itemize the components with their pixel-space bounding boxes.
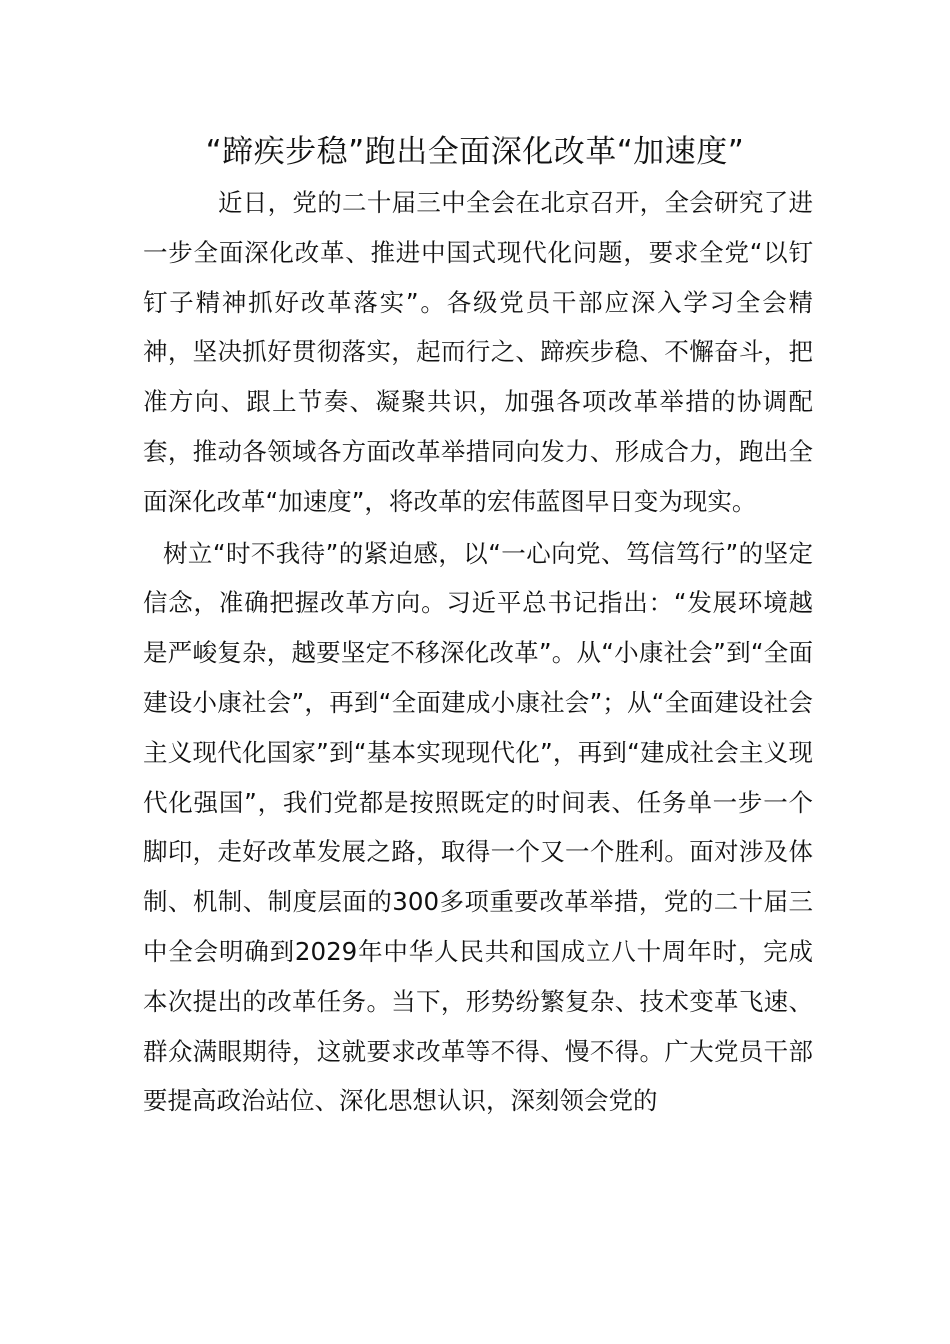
document-title: “蹄疾步稳”跑出全面深化改革“加速度” (205, 134, 745, 170)
paragraph-intro: 近日，党的二十届三中全会在北京召开，全会研究了进一步全面深化改革、推进中国式现代化问题，要求全党“以钉钉子精神抓好改革落实”。各级党员干部应深入学习全会精神，坚决抓好贯彻落实，起而行之、蹄疾步稳、不懈奋斗，把准方向、跟上节奏、凝聚共识，加强各项改革举措的协调配套，推动各领域各方面改革举措同向发力、形成合力，跑出全面深化改革“加速度”，将改革的宏伟蓝图早日变为现实。 (143, 188, 813, 516)
paragraph-urgency: 树立“时不我待”的紧迫感，以“一心向党、笃信笃行”的坚定信念，准确把握改革方向。习近平总书记指出：“发展环境越是严峻复杂，越要坚定不移深化改革”。从“小康社会”到“全面建设小康社会”，再到“全面建成小康社会”；从“全面建设社会主义现代化国家”到“基本实现现代化”，再到“建成社会主义现代化强国”，我们党都是按照既定的时间表、任务单一步一个脚印，走好改革发展之路，取得一个又一个胜利。面对涉及体制、机制、制度层面的300多项重要改革举措，党的二十届三中全会明确到2029年中华人民共和国成立八十周年时，完成本次提出的改革任务。当下，形势纷繁复杂、技术变革飞速、群众满眼期待，这就要求改革等不得、慢不得。广大党员干部要提高政治站位、深化思想认识，深刻领会党的 (143, 538, 813, 1116)
document-body (143, 178, 813, 1126)
